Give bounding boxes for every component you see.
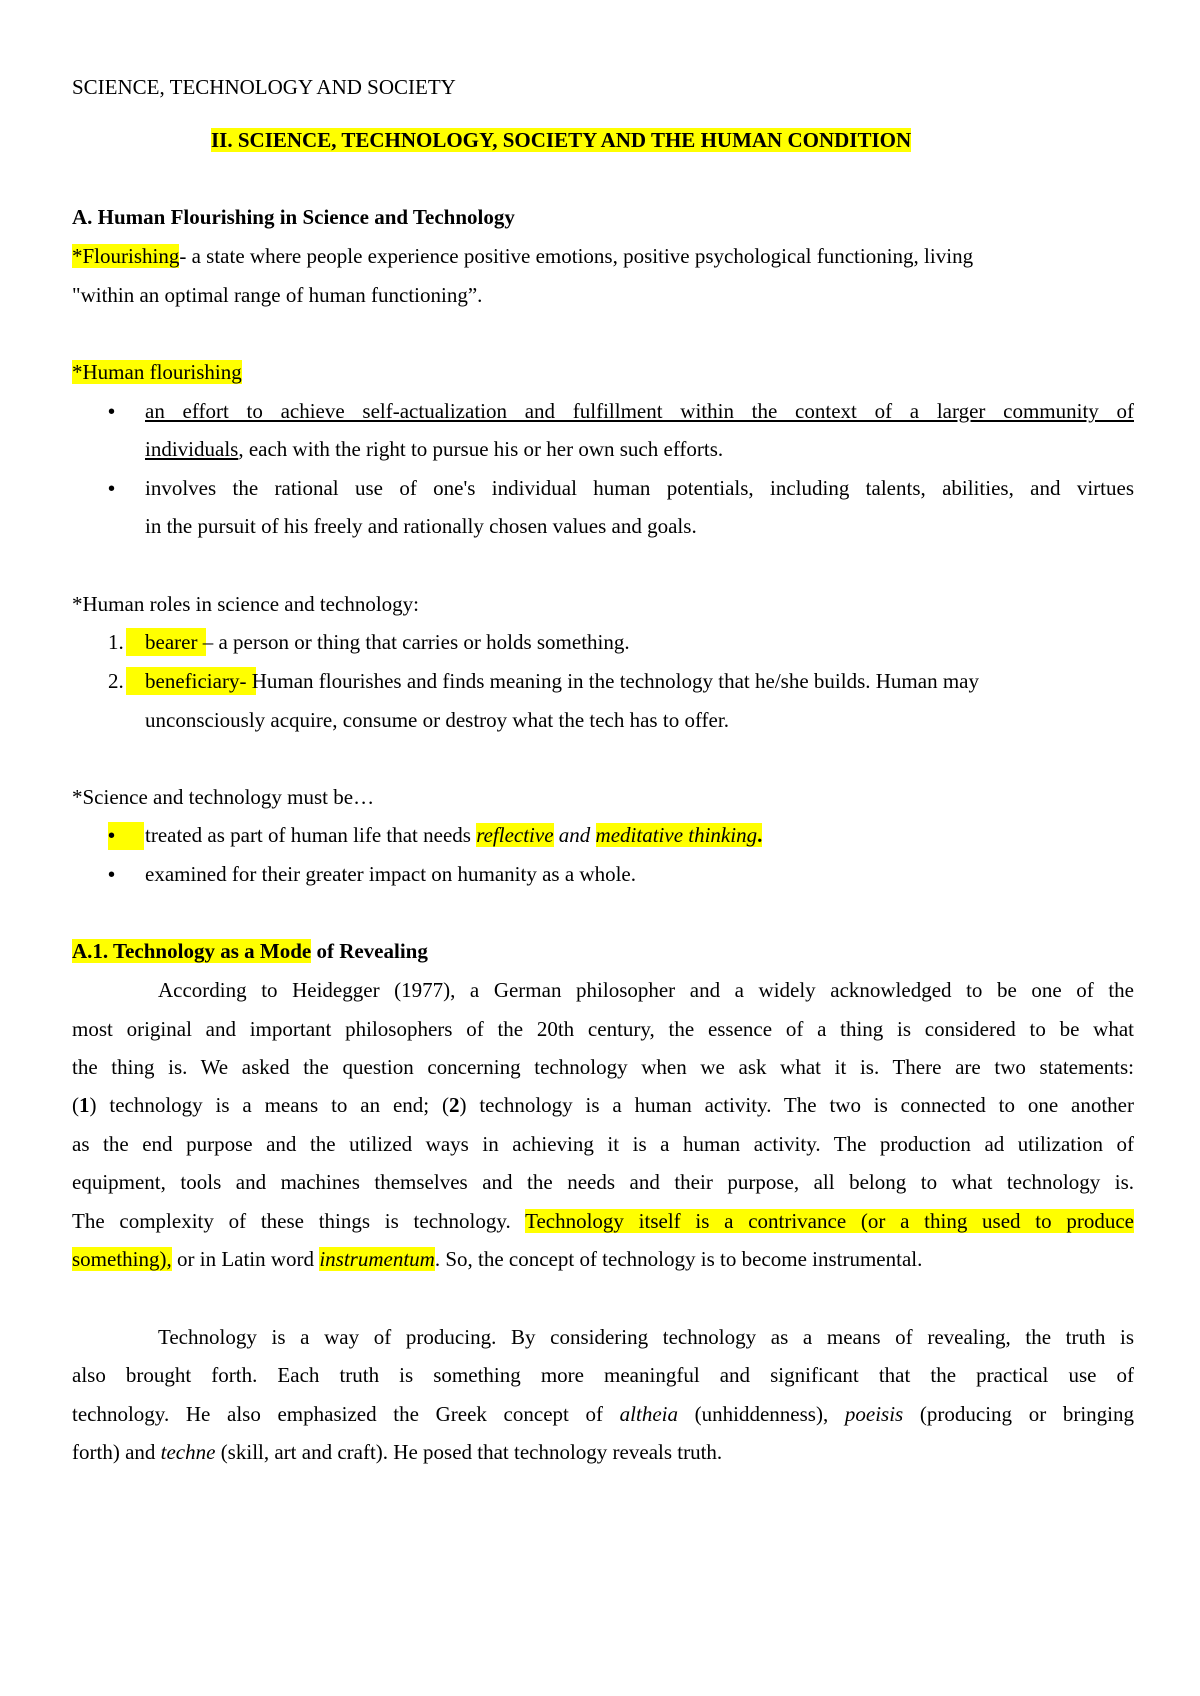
a1-p1-line6: equipment, tools and machines themselves and the needs and their purpose, all belong to what technology is. [72,1170,1134,1194]
chapter-title [211,126,911,154]
role-bearer: bearer – a person or thing that carries or holds something. [145,630,630,654]
a1-p1-line1: According to Heidegger (1977), a German philosopher and a widely acknowledged to be one of the [158,978,1134,1002]
list-number: 2. [108,669,124,693]
human-flourishing-item1-line1: an effort to achieve self-actualization and fulfillment within the context of a larger community of [145,399,1134,423]
human-roles-heading: *Human roles in science and technology: [72,592,419,616]
a1-p1-line3: the thing is. We asked the question concerning technology when we ask what it is. There are two statements: [72,1055,1134,1079]
a1-p2-line3: technology. He also emphasized the Greek concept of altheia (unhiddenness), poeisis (producing or bringing [72,1402,1135,1426]
flourishing-definition-line2: "within an optimal range of human functioning”. [72,283,483,307]
a1-p2-line2: also brought forth. Each truth is something more meaningful and significant that the practical use of [72,1363,1134,1387]
role-beneficiary-line2: unconsciously acquire, consume or destroy what the tech has to offer. [145,708,729,732]
role-bearer-term: bearer [145,630,198,654]
human-flourishing-item1-line2: individuals, each with the right to pursue his or her own such efforts. [145,437,724,461]
section-a-heading: A. Human Flourishing in Science and Technology [72,205,515,229]
a1-p1-line8: something), or in Latin word instrumentum. So, the concept of technology is to become instrumental. [72,1247,923,1271]
section-a1-heading: A.1. Technology as a Mode of Revealing [72,939,428,963]
human-flourishing-item2-line1: involves the rational use of one's individual human potentials, including talents, abilities, and virtues [145,476,1134,500]
bullet-icon: • [108,478,116,500]
bullet-icon: • [108,864,116,886]
must-be-heading: *Science and technology must be… [72,785,375,809]
human-flourishing-item2-line2: in the pursuit of his freely and rationally chosen values and goals. [145,514,697,538]
chapter-title-text: II. SCIENCE, TECHNOLOGY, SOCIETY AND THE HUMAN CONDITION [211,128,912,152]
role-beneficiary-term: beneficiary [145,669,240,693]
instrumentum-term: instrumentum [319,1247,435,1271]
list-number: 1. [108,630,124,654]
course-title: SCIENCE, TECHNOLOGY AND SOCIETY [72,75,456,99]
a1-p1-line4: (1) technology is a means to an end; (2) technology is a human activity. The two is connected to one another [72,1093,1134,1117]
a1-p1-line5: as the end purpose and the utilized ways in achieving it is a human activity. The production ad utilization of [72,1132,1134,1156]
role-beneficiary: beneficiary- Human flourishes and finds meaning in the technology that he/she builds. Human may [145,669,979,693]
a1-p1-line2: most original and important philosophers of the 20th century, the essence of a thing is considered to be what [72,1017,1134,1041]
flourishing-definition-line1: *Flourishing- a state where people experience positive emotions, positive psychological functioning, living [72,244,974,268]
bullet-icon: • [108,822,144,850]
a1-p1-line7: The complexity of these things is technology. Technology itself is a contrivance (or a thing used to produce [72,1209,1134,1233]
must-be-item2: examined for their greater impact on humanity as a whole. [145,862,636,886]
a1-p2-line4: forth) and techne (skill, art and craft). He posed that technology reveals truth. [72,1440,723,1464]
bullet-icon: • [108,401,116,423]
must-be-item1: treated as part of human life that needs reflective and meditative thinking. [145,823,763,847]
human-flourishing-heading: *Human flourishing [72,360,242,384]
flourishing-term: *Flourishing [72,244,180,268]
a1-p2-line1: Technology is a way of producing. By considering technology as a means of revealing, the truth is [158,1325,1134,1349]
